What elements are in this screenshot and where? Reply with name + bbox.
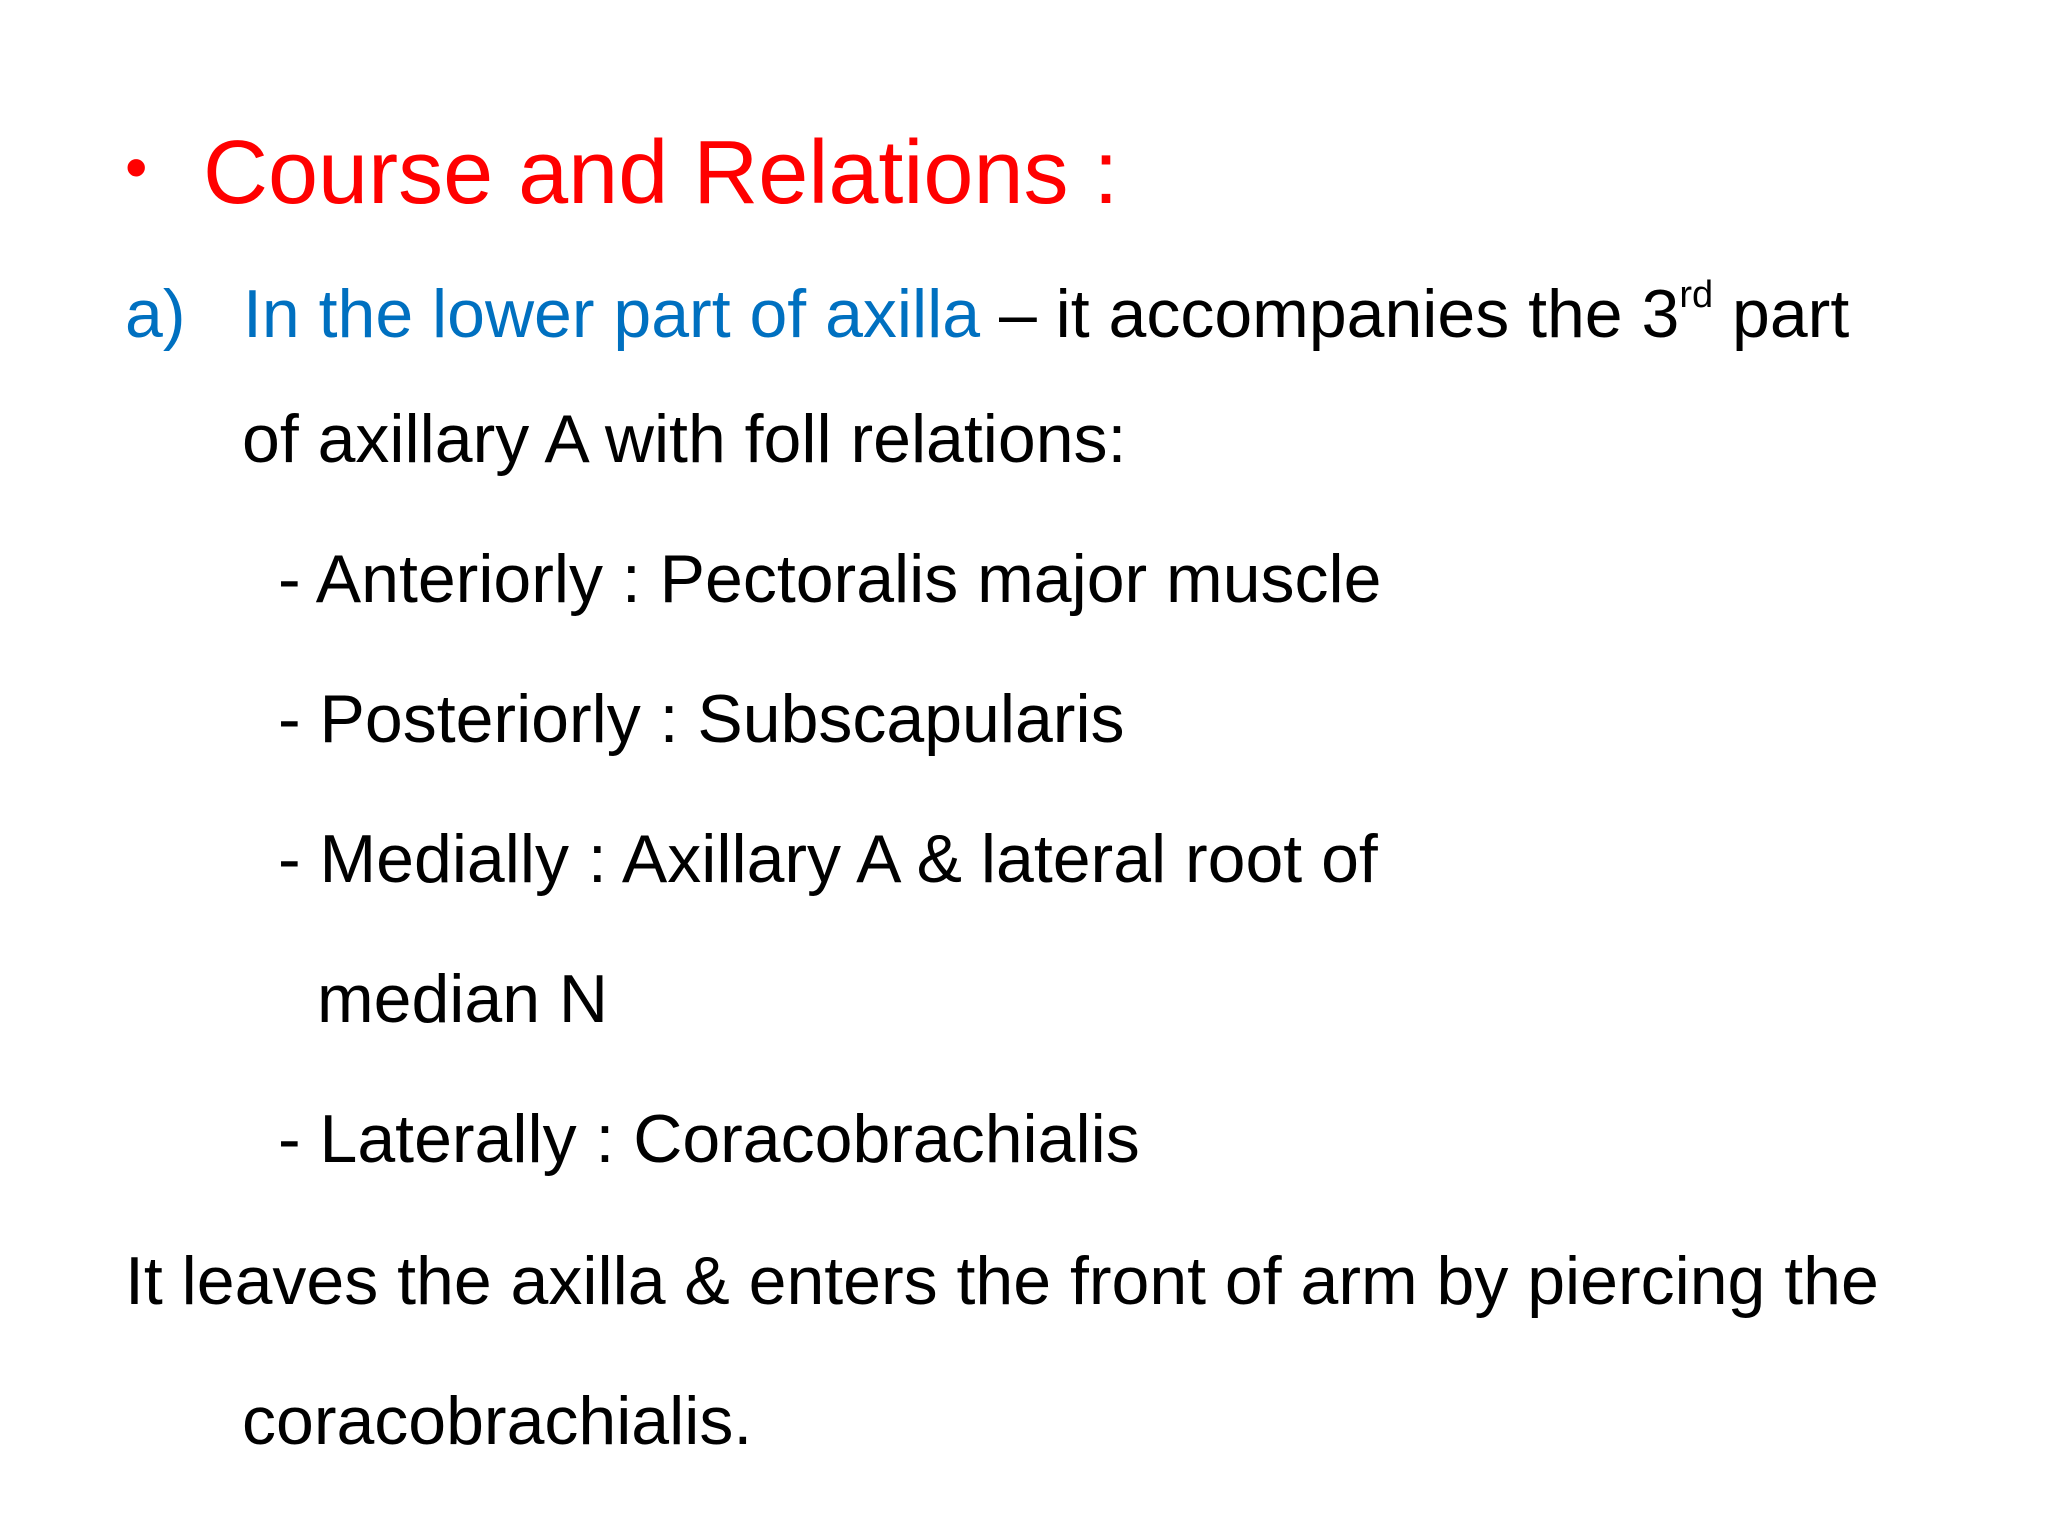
relation-posterior: - Posteriorly : Subscapularis xyxy=(278,681,1125,757)
relation-anterior: - Anteriorly : Pectoralis major muscle xyxy=(278,541,1382,617)
title-text: Course and Relations : xyxy=(203,123,1119,223)
title-bullet: • xyxy=(125,131,148,203)
point-a-continuation: of axillary A with foll relations: xyxy=(242,401,1127,477)
point-a-text-end: part xyxy=(1713,276,1850,352)
slide-title xyxy=(125,123,1119,223)
point-a-text: – it accompanies the 3 xyxy=(980,276,1680,352)
ordinal-superscript: rd xyxy=(1679,274,1714,316)
relation-medial: - Medially : Axillary A & lateral root of xyxy=(278,821,1378,897)
conclusion-line-2: coracobrachialis. xyxy=(242,1383,753,1459)
point-a-highlight: In the lower part of axilla xyxy=(243,276,981,352)
point-a-marker: a) xyxy=(125,276,186,352)
point-a-line xyxy=(125,274,1850,352)
relation-medial-continuation: median N xyxy=(317,961,609,1037)
conclusion-line-1: It leaves the axilla & enters the front of arm by piercing the xyxy=(125,1243,1879,1319)
relation-lateral: - Laterally : Coracobrachialis xyxy=(278,1101,1140,1177)
